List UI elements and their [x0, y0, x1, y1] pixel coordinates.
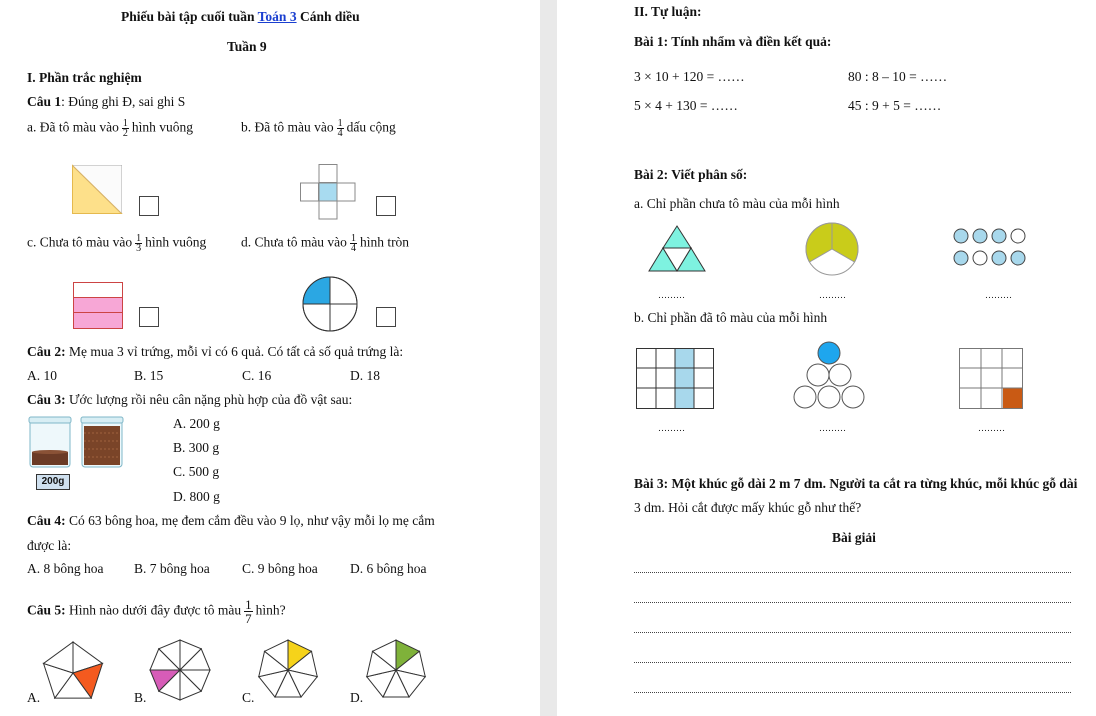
q5-option-a[interactable]: A. — [27, 690, 41, 705]
heptagon-figure-c[interactable] — [256, 638, 320, 702]
q5-option-c[interactable]: C. — [242, 690, 255, 705]
q5-option-d[interactable]: D. — [350, 690, 364, 705]
circle-thirds-figure — [805, 222, 861, 278]
q4-prompt-cont: được là: — [27, 538, 72, 553]
q3-option-b[interactable]: B. 300 g — [173, 440, 220, 455]
bai2-title: Bài 2: Viết phân số: — [634, 167, 748, 182]
expr-4: 45 : 9 + 5 = …… — [848, 98, 942, 113]
q4-option-b[interactable]: B. 7 bông hoa — [134, 561, 210, 576]
answer-line-3[interactable] — [634, 631, 1071, 633]
q4-option-d[interactable]: D. 6 bông hoa — [350, 561, 427, 576]
answer-line-4[interactable] — [634, 661, 1071, 663]
q5-option-b[interactable]: B. — [134, 690, 147, 705]
expr-3: 5 × 4 + 130 = …… — [634, 98, 738, 113]
pentagon-figure-a[interactable] — [40, 640, 106, 704]
answer-line-2[interactable] — [634, 601, 1071, 603]
part2-title: II. Tự luận: — [634, 4, 702, 19]
thirds-rectangle-figure — [73, 282, 124, 331]
q3-option-c[interactable]: C. 500 g — [173, 464, 220, 479]
q4-option-c[interactable]: C. 9 bông hoa — [242, 561, 318, 576]
q1-prompt: Câu 1: Đúng ghi Đ, sai ghi S — [27, 94, 186, 109]
triangle-figure — [649, 225, 709, 275]
q1b-text: b. Đã tô màu vào $\frac{1}{4}$ dấu cộng — [241, 118, 396, 139]
heptagon-figure-d[interactable] — [364, 638, 428, 702]
toan3-link[interactable]: Toán 3 — [257, 9, 297, 24]
q4-option-a[interactable]: A. 8 bông hoa — [27, 561, 104, 576]
bai2a-blank-1[interactable]: ……… — [658, 290, 685, 300]
q2-option-b[interactable]: B. 15 — [134, 368, 164, 383]
q2-option-a[interactable]: A. 10 — [27, 368, 57, 383]
answer-line-1[interactable] — [634, 571, 1071, 573]
q2-prompt: Câu 2: Mẹ mua 3 vỉ trứng, mỗi vỉ có 6 quả. Có tất cả số quả trứng là: — [27, 344, 404, 359]
worksheet-page-left — [0, 0, 540, 716]
bai2a-blank-3[interactable]: ……… — [985, 290, 1012, 300]
bai2a-text: a. Chỉ phần chưa tô màu của mỗi hình — [634, 196, 840, 211]
empty-jar — [29, 417, 71, 467]
circle-stack-figure — [792, 341, 868, 411]
q2-option-c[interactable]: C. 16 — [242, 368, 272, 383]
q1a-text: a. Đã tô màu vào $\frac{1}{2}$ hình vuông — [27, 118, 193, 139]
bai2b-blank-2[interactable]: ……… — [819, 423, 846, 433]
q1d-text: d. Chưa tô màu vào $\frac{1}{4}$ hình tròn — [241, 233, 410, 254]
shaded-center — [319, 183, 337, 201]
answer-box-q1a[interactable] — [139, 196, 159, 216]
expr-1: 3 × 10 + 120 = …… — [634, 69, 745, 84]
solution-title: Bài giải — [832, 530, 876, 545]
full-jar — [81, 417, 123, 467]
worksheet-title: Phiếu bài tập cuối tuần Toán 3 Cánh diều — [121, 9, 360, 24]
bai2b-blank-3[interactable]: ……… — [978, 423, 1005, 433]
bai3-text: Bài 3: Một khúc gỗ dài 2 m 7 dm. Người ta cắt ra từng khúc, mỗi khúc gỗ dài — [634, 476, 1078, 491]
bai2b-blank-1[interactable]: ……… — [658, 423, 685, 433]
jar-weight-label: 200g — [36, 474, 70, 490]
worksheet-page-right — [557, 0, 1096, 716]
shaded-band — [74, 313, 123, 329]
expr-2: 80 : 8 – 10 = …… — [848, 69, 948, 84]
bai2b-text: b. Chỉ phần đã tô màu của mỗi hình — [634, 310, 828, 325]
bai1-title: Bài 1: Tính nhẩm và điền kết quả: — [634, 34, 832, 49]
bai2a-blank-2[interactable]: ……… — [819, 290, 846, 300]
q5-prompt: Câu 5: Hình nào dưới đây được tô màu $\frac{1}{7}$ hình? — [27, 597, 286, 626]
grid-corner-figure — [959, 348, 1025, 410]
q2-option-d[interactable]: D. 18 — [350, 368, 380, 383]
shaded-band — [74, 298, 123, 313]
answer-line-5[interactable] — [634, 691, 1071, 693]
q3-option-d[interactable]: D. 800 g — [173, 489, 220, 504]
answer-box-q1c[interactable] — [139, 307, 159, 327]
grid-column-figure — [636, 348, 716, 410]
plus-shape-figure — [300, 164, 357, 221]
quarter-circle-figure — [302, 276, 358, 332]
week-label: Tuần 9 — [227, 39, 267, 54]
answer-box-q1b[interactable] — [376, 196, 396, 216]
q1c-text: c. Chưa tô màu vào $\frac{1}{3}$ hình vuông — [27, 233, 207, 254]
circles-group-figure — [953, 227, 1033, 267]
q3-prompt: Câu 3: Ước lượng rồi nêu cân nặng phù hợp của đồ vật sau: — [27, 392, 353, 407]
q3-option-a[interactable]: A. 200 g — [173, 416, 220, 431]
answer-box-q1d[interactable] — [376, 307, 396, 327]
octagon-figure-b[interactable] — [148, 638, 212, 702]
part1-title: I. Phần trắc nghiệm — [27, 70, 142, 85]
q4-prompt: Câu 4: Có 63 bông hoa, mẹ đem cắm đều vào 9 lọ, như vậy mỗi lọ mẹ cắm — [27, 513, 435, 528]
half-shaded-square-figure — [72, 165, 124, 215]
bai3-text-cont: 3 dm. Hỏi cắt được mấy khúc gỗ như thế? — [634, 500, 862, 515]
